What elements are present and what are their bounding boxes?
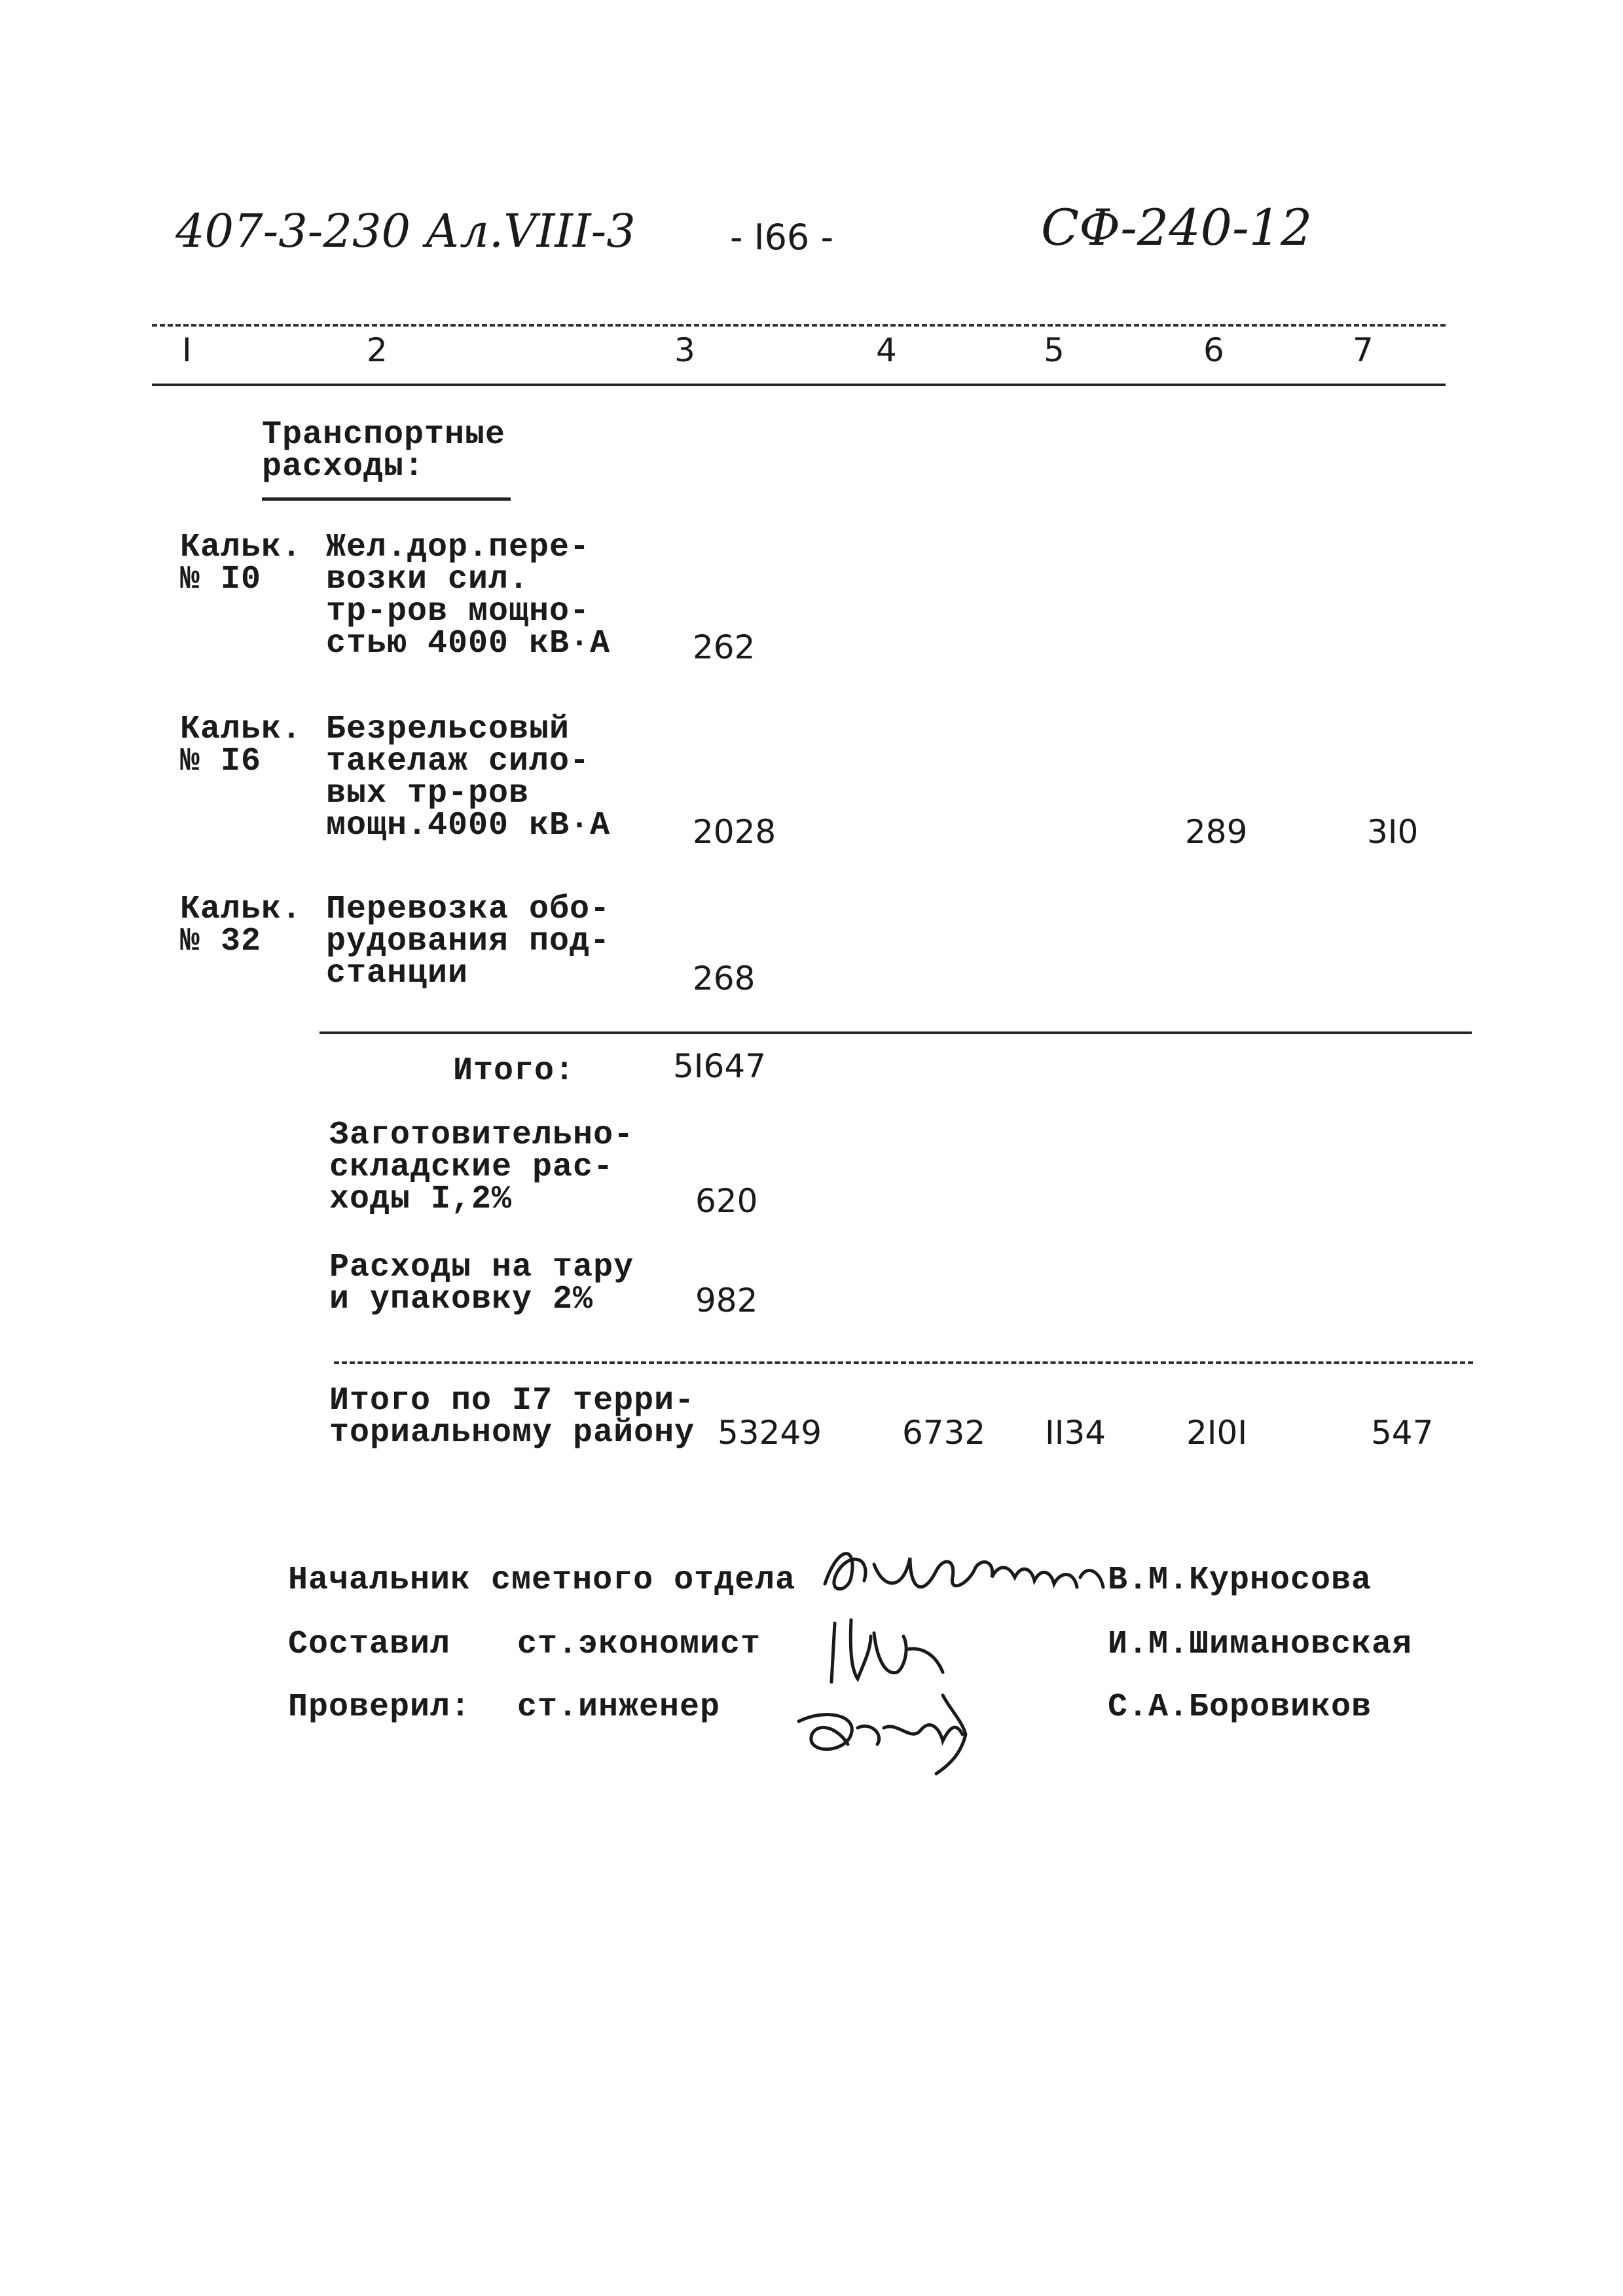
column-header-7: 7 [1353,331,1374,369]
signature-name: С.А.Боровиков [1108,1689,1372,1726]
table-top-rule [152,324,1446,327]
cell-col3: 2028 [693,813,776,851]
cell-col3: 620 [695,1182,758,1220]
cell-col3: 262 [693,628,756,666]
calculation-ref: Кальк. № 32 [180,891,302,960]
row-description: Безрельсовый такелаж сило- вых тр-ров мощн.4000 кВ·А [326,711,611,844]
column-header-6: 6 [1203,331,1224,369]
column-header-4: 4 [876,331,897,369]
handwritten-signature-compiler [825,1610,956,1689]
row-description: Жел.дор.пере- возки сил. тр-ров мощно- стью 4000 кВ·А [326,529,611,662]
column-header-1: I [182,331,192,369]
page-number: - I66 - [730,217,833,258]
signature-name: В.М.Курносова [1108,1562,1372,1599]
cell-col7: 3I0 [1367,813,1419,851]
handwritten-signature-checker [786,1682,982,1780]
subtotal-rule [319,1031,1472,1034]
total-col7: 547 [1371,1414,1434,1452]
row-description: Заготовительно- складские рас- ходы I,2% [329,1117,634,1218]
total-rule [334,1361,1473,1364]
column-header-3: 3 [674,331,695,369]
signature-role: Проверил: [288,1689,471,1726]
row-description: Перевозка обо- рудования под- станции [326,891,611,992]
section-title: Транспортные расходы: [262,416,506,486]
column-header-5: 5 [1044,331,1065,369]
signature-role: Составил [288,1626,451,1663]
section-title-underline [262,497,511,501]
total-col3: 53249 [718,1414,822,1452]
handwritten-signature-head [812,1532,1139,1610]
column-header-2: 2 [367,331,388,369]
subtotal-label: Итого: [453,1052,575,1090]
total-col5: II34 [1045,1414,1106,1452]
signature-title: ст.инженер [517,1689,721,1726]
total-col6: 2I0I [1186,1414,1248,1452]
cell-col3: 982 [695,1282,758,1319]
column-header-rule [152,384,1446,386]
cell-col6: 289 [1185,813,1248,851]
total-col4: 6732 [902,1414,986,1452]
signature-role: Начальник сметного отдела [288,1562,796,1599]
calculation-ref: Кальк. № I6 [180,711,302,780]
sheet-code: СФ-240-12 [1041,198,1313,257]
signature-title: ст.экономист [517,1626,761,1663]
row-description: Расходы на тару и упаковку 2% [329,1249,634,1318]
cell-col3: 268 [693,960,756,997]
document-code: 407-3-230 Ал.VIII-3 [175,204,636,258]
subtotal-col3: 5I647 [673,1047,766,1085]
calculation-ref: Кальк. № I0 [180,529,302,598]
signature-name: И.М.Шимановская [1108,1626,1413,1663]
total-label: Итого по I7 терри- ториальному району [329,1382,695,1452]
